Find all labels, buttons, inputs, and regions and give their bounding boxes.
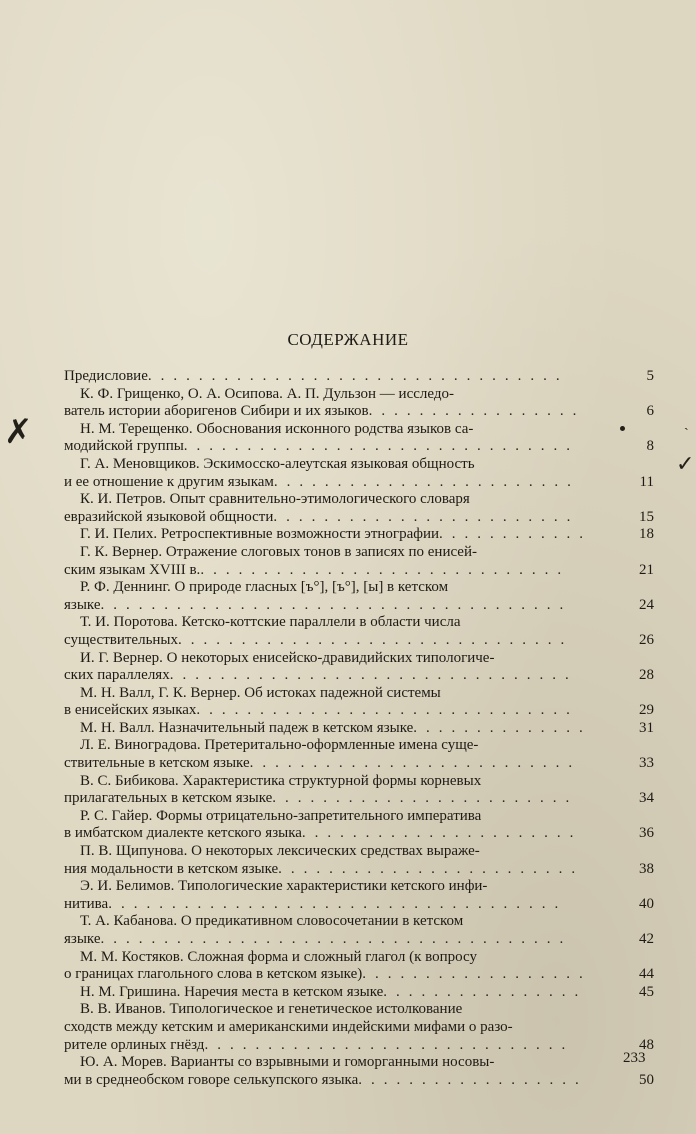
toc-entry-title: Т. А. Кабанова. О предикативном словосочетании в кетском <box>80 913 464 930</box>
toc-page-number: 15 <box>639 508 654 525</box>
dot-leader: ................ <box>383 983 588 1000</box>
dot-leader: ........................ <box>273 508 580 525</box>
toc-entry-continuation: прилагательных в кетском языке <box>64 790 273 807</box>
toc-entry-continuation: модийской группы <box>64 438 184 455</box>
toc-entry-line <box>64 896 654 914</box>
toc-entry-line <box>64 491 654 509</box>
toc-page-number: 11 <box>639 473 654 490</box>
toc-entry-title: М. Н. Валл, Г. К. Вернер. Об истоках падежной системы <box>80 684 441 701</box>
toc-entry <box>64 949 654 984</box>
toc-entry-continuation: евразийской языковой общности <box>64 508 274 525</box>
toc-page-number: 24 <box>639 596 654 613</box>
dot-leader: ..................................... <box>100 596 573 613</box>
toc-entry <box>64 737 654 772</box>
toc-entry-continuation: о границах глагольного слова в кетском языке) <box>64 966 363 983</box>
toc-entry <box>64 913 654 948</box>
toc-entry <box>64 1054 654 1089</box>
toc-entry-line <box>64 1001 654 1019</box>
toc-entry <box>64 650 654 685</box>
toc-entry-line <box>64 667 654 685</box>
toc-entry-line <box>64 386 654 404</box>
toc-entry-line <box>64 878 654 896</box>
toc-entry-continuation: языке <box>64 596 101 613</box>
toc-entry-line <box>64 1054 654 1072</box>
toc-entry-continuation: ским языкам XVIII в. <box>64 561 201 578</box>
toc-entry-title: Э. И. Белимов. Типологические характеристики кетского инфи- <box>80 878 488 895</box>
toc-entry-line <box>64 773 654 791</box>
toc-entry-line <box>64 403 654 421</box>
toc-page-number: 50 <box>639 1071 654 1088</box>
toc-entry <box>64 544 654 579</box>
toc-entry-line <box>64 790 654 808</box>
toc-entry <box>64 579 654 614</box>
dot-leader: .............................. <box>196 702 579 719</box>
toc-entry-continuation: рителе орлиных гнёзд <box>64 1036 205 1053</box>
toc-page-number: 21 <box>639 561 654 578</box>
toc-entry-line <box>64 825 654 843</box>
toc-entry <box>64 421 654 456</box>
toc-entry-line <box>64 1072 654 1090</box>
dot-leader: .................. <box>358 1071 588 1088</box>
toc-entry-line <box>64 456 654 474</box>
toc-entry-line <box>64 509 654 527</box>
toc-page-number: 31 <box>639 719 654 736</box>
toc-entry-title: Р. С. Гайер. Формы отрицательно-запретительного императива <box>80 807 482 824</box>
toc-entry-line <box>64 843 654 861</box>
toc-entry-continuation: нитива <box>64 895 109 912</box>
toc-entry-line <box>64 562 654 580</box>
toc-entry-continuation: существительных <box>64 631 179 648</box>
toc-entry-line <box>64 544 654 562</box>
toc-entry-title: М. М. Костяков. Сложная форма и сложный глагол (к вопросу <box>80 948 477 965</box>
handwritten-check-mark: ✓ <box>676 452 695 477</box>
toc-entry <box>64 984 654 1002</box>
toc-entry <box>64 808 654 843</box>
toc-page-number: 26 <box>639 631 654 648</box>
toc-page-number: 18 <box>639 526 654 543</box>
toc-entry-continuation: ватель истории аборигенов Сибири и их языков <box>64 403 369 420</box>
dot-leader: ................................ <box>169 667 578 684</box>
toc-entry <box>64 491 654 526</box>
toc-entry-line <box>64 931 654 949</box>
dot-leader: ...................... <box>301 825 583 842</box>
toc-entry-line <box>64 368 654 386</box>
toc-entry-continuation: в имбатском диалекте кетского языка <box>64 825 302 842</box>
dot-leader: ............................. <box>200 561 571 578</box>
toc-entry-line <box>64 861 654 879</box>
toc-page-number: 28 <box>639 667 654 684</box>
toc-entry-line <box>64 421 654 439</box>
toc-entry <box>64 1001 654 1054</box>
toc-page-number: 48 <box>639 1036 654 1053</box>
dot-leader: ..................................... <box>100 931 573 947</box>
toc-entry-title: Ю. А. Морев. Варианты со взрывными и гоморганными носовы- <box>80 1054 495 1071</box>
toc-entry-line <box>64 526 654 544</box>
toc-entry-continuation: ния модальности в кетском языке <box>64 860 279 877</box>
toc-page-number: 34 <box>639 790 654 807</box>
toc-entry-line <box>64 984 654 1002</box>
toc-page-number: 8 <box>646 438 654 455</box>
toc-entry-continuation: ствительные в кетском языке <box>64 755 250 772</box>
toc-entry-title: В. С. Бибикова. Характеристика структурной формы корневых <box>80 772 482 789</box>
toc-page-number: 42 <box>639 931 654 947</box>
toc-entry <box>64 456 654 491</box>
toc-entry-line <box>64 720 654 738</box>
handwritten-tick-mark: ˎ <box>684 416 689 431</box>
toc-page-number: 33 <box>639 755 654 772</box>
toc-entry-title: П. В. Щипунова. О некоторых лексических средствах выраже- <box>80 843 480 860</box>
toc-entry-title: Т. И. Поротова. Кетско-коттские параллели в области числа <box>80 614 461 631</box>
toc-entry-line <box>64 702 654 720</box>
toc-entry-title: Г. И. Пелих. Ретроспективные возможности этнографии <box>80 526 440 543</box>
toc-page-number: 44 <box>639 966 654 983</box>
toc-page-number: 40 <box>639 895 654 912</box>
toc-entry-continuation: ми в среднеобском говоре селькупского языка <box>64 1071 359 1088</box>
toc-entry-title: М. Н. Валл. Назначительный падеж в кетском языке <box>80 719 414 736</box>
toc-entry <box>64 685 654 720</box>
toc-entry-title: Р. Ф. Деннинг. О природе гласных [ъ°], [ъ°], [ы] в кетском <box>80 579 449 596</box>
toc-entry-title: К. И. Петров. Опыт сравнительно-этимологического словаря <box>80 491 470 508</box>
dot-leader: .............. <box>413 719 592 736</box>
toc-entry-line <box>64 1037 654 1055</box>
toc-entry-line <box>64 650 654 668</box>
toc-entry <box>64 878 654 913</box>
toc-entry <box>64 386 654 421</box>
toc-entry-title: Л. Е. Виноградова. Претеритально-оформленные имена суще- <box>80 737 479 754</box>
toc-entry <box>64 614 654 649</box>
toc-entry-line <box>64 1019 654 1037</box>
dot-leader: ........................ <box>273 473 580 490</box>
dot-leader: ........................ <box>272 790 579 807</box>
toc-page-number: 38 <box>639 860 654 877</box>
dot-leader: ............ <box>439 526 593 543</box>
dot-leader: ............................. <box>204 1036 575 1053</box>
dot-leader: ............................... <box>183 438 580 455</box>
toc-entry-continuation: в енисейских языках <box>64 702 197 719</box>
toc-entry-line <box>64 597 654 615</box>
toc-entry-continuation: языке <box>64 931 101 947</box>
toc-entry <box>64 368 654 386</box>
handwritten-cross-mark: ✗ <box>4 412 33 452</box>
toc-entry-title: Г. К. Вернер. Отражение слоговых тонов в записях по енисей- <box>80 543 477 560</box>
toc-entry-line <box>64 685 654 703</box>
toc-entry-line <box>64 579 654 597</box>
toc-entry-line <box>64 438 654 456</box>
toc-entry-line <box>64 755 654 773</box>
toc-page-number: 6 <box>646 403 654 420</box>
dot-leader: .................. <box>362 966 592 983</box>
toc-entry-title: Г. А. Меновщиков. Эскимосско-алеутская языковая общность <box>80 455 475 472</box>
toc-entry <box>64 526 654 544</box>
dot-leader: .......................... <box>249 755 582 772</box>
dot-leader: ............................... <box>178 631 574 648</box>
toc-entry-continuation: и ее отношение к другим языкам <box>64 473 274 490</box>
toc-entry <box>64 773 654 808</box>
toc-entry <box>64 843 654 878</box>
toc-entry-line <box>64 474 654 492</box>
toc-entry-title: В. В. Иванов. Типологическое и генетическое истолкование <box>80 1001 463 1018</box>
toc-entry-title: Предисловие <box>64 368 148 384</box>
dot-leader: ................................. <box>147 368 569 384</box>
toc-entry-line <box>64 614 654 632</box>
toc-entry-line <box>64 737 654 755</box>
toc-entry-line <box>64 949 654 967</box>
dot-leader: ................. <box>368 403 586 420</box>
toc-page-number: 45 <box>639 983 654 1000</box>
toc-entry-continuation: сходств между кетским и американскими индейскими мифами о разо- <box>64 1018 513 1035</box>
toc-entry-title: К. Ф. Грищенко, О. А. Осипова. А. П. Дульзон — исследо- <box>80 385 454 402</box>
toc-entry-title: И. Г. Вернер. О некоторых енисейско-дравидийских типологиче- <box>80 649 495 666</box>
toc-entry-line <box>64 966 654 984</box>
toc-entry-title: Н. М. Терещенко. Обоснования исконного родства языков са- <box>80 420 474 437</box>
toc-entry-continuation: ских параллелях <box>64 667 170 684</box>
page-number: 233 <box>623 1050 646 1066</box>
toc-entry-title: Н. М. Гришина. Наречия места в кетском языке <box>80 983 384 1000</box>
toc-entry-line <box>64 913 654 931</box>
toc-entry <box>64 720 654 738</box>
table-of-contents <box>64 368 654 1089</box>
dot-leader: ........................ <box>278 860 585 877</box>
toc-entry-line <box>64 808 654 826</box>
contents-heading: СОДЕРЖАНИЕ <box>287 330 409 349</box>
toc-page-number: 5 <box>646 368 654 384</box>
dot-leader: .................................... <box>108 895 568 912</box>
toc-page-number: 36 <box>639 825 654 842</box>
toc-page-number: 29 <box>639 702 654 719</box>
toc-entry-line <box>64 632 654 650</box>
